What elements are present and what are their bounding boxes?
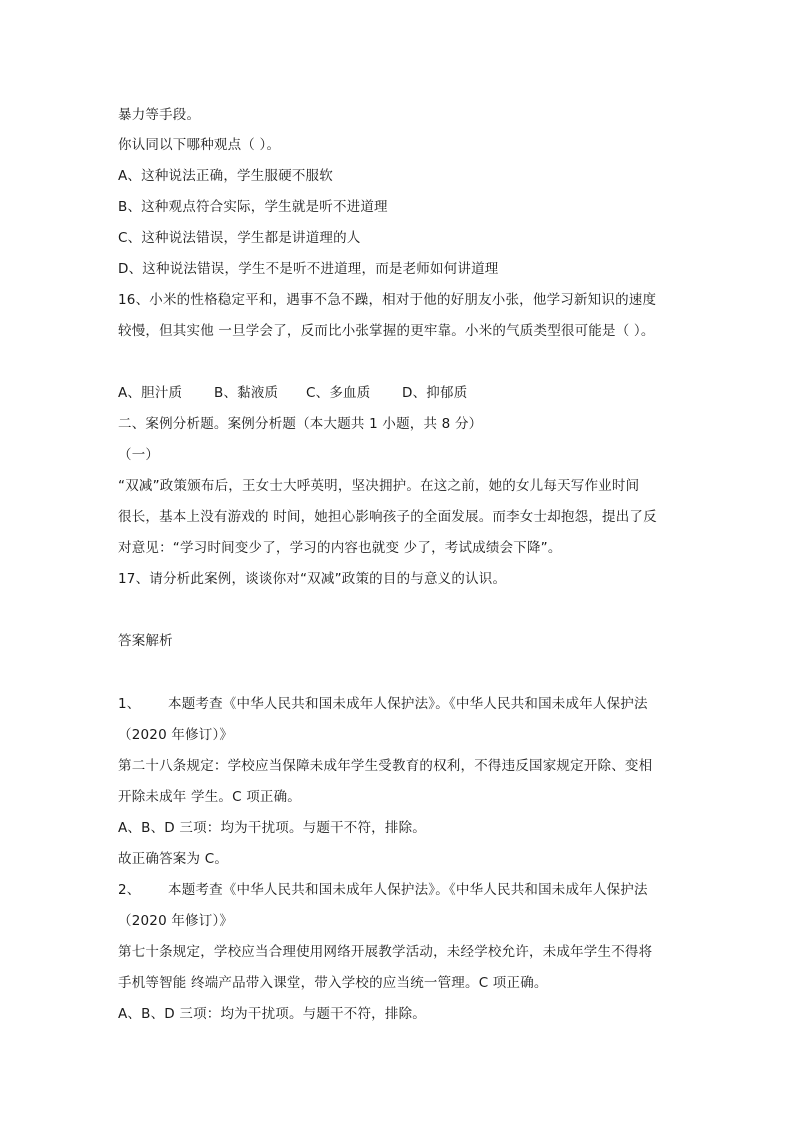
option-b: B、黏液质 bbox=[214, 385, 279, 401]
answer-1-line-4: 开除未成年 学生。C 项正确。 bbox=[118, 789, 302, 805]
option-d: D、这种说法错误，学生不是听不进道理，而是老师如何讲道理 bbox=[118, 261, 499, 277]
answer-2-line-2: （2020 年修订）》 bbox=[118, 913, 234, 929]
section-heading: 二、案例分析题。案例分析题（本大题共 1 小题，共 8 分） bbox=[118, 416, 483, 432]
question-16-line-1: 16、小米的性格稳定平和，遇事不急不躁，相对于他的好朋友小张，他学习新知识的速度 bbox=[118, 292, 657, 308]
answer-1-line-3: 第二十八条规定：学校应当保障未成年学生受教育的权利，不得违反国家规定开除、变相 bbox=[118, 758, 653, 774]
answer-number: 1、 bbox=[118, 696, 141, 712]
case-text-line-2: 很长，基本上没有游戏的 时间，她担心影响孩子的全面发展。而李女士却抱怨，提出了反 bbox=[118, 509, 657, 525]
section-subheading: （一） bbox=[118, 447, 160, 463]
option-a: A、这种说法正确，学生服硬不服软 bbox=[118, 168, 333, 184]
option-b: B、这种观点符合实际，学生就是听不进道理 bbox=[118, 199, 388, 215]
question-16-options bbox=[118, 384, 467, 402]
question-17: 17、请分析此案例，谈谈你对“双减”政策的目的与意义的认识。 bbox=[118, 571, 507, 587]
answer-text: 本题考查《中华人民共和国未成年人保护法》。《中华人民共和国未成年人保护法 bbox=[168, 696, 648, 712]
question-text-line: 暴力等手段。 bbox=[118, 107, 201, 123]
case-text-line-1: “双减”政策颁布后，王女士大呼英明，坚决拥护。在这之前，她的女儿每天写作业时间 bbox=[118, 478, 640, 494]
answer-2-line-5: A、B、D 三项：均为干扰项。与题干不符，排除。 bbox=[118, 1006, 426, 1022]
answer-1-line-6: 故正确答案为 C。 bbox=[118, 851, 229, 867]
option-c: C、这种说法错误，学生都是讲道理的人 bbox=[118, 230, 361, 246]
case-text-line-3: 对意见：“学习时间变少了，学习的内容也就变 少了，考试成绩会下降”。 bbox=[118, 540, 562, 556]
answer-number: 2、 bbox=[118, 882, 141, 898]
question-16-line-2: 较慢，但其实他 一旦学会了，反而比小张掌握的更牢靠。小米的气质类型很可能是（ ）。 bbox=[118, 323, 655, 339]
option-a: A、胆汁质 bbox=[118, 385, 183, 401]
answer-2-line-1 bbox=[118, 881, 648, 899]
option-c: C、多血质 bbox=[306, 385, 371, 401]
answer-2-line-4: 手机等智能 终端产品带入课堂，带入学校的应当统一管理。C 项正确。 bbox=[118, 975, 548, 991]
answers-heading: 答案解析 bbox=[118, 633, 173, 649]
option-d: D、抑郁质 bbox=[402, 385, 468, 401]
answer-1-line-5: A、B、D 三项：均为干扰项。与题干不符，排除。 bbox=[118, 820, 426, 836]
answer-1-line-2: （2020 年修订）》 bbox=[118, 727, 234, 743]
question-prompt: 你认同以下哪种观点（ ）。 bbox=[118, 137, 281, 153]
answer-1-line-1 bbox=[118, 695, 648, 713]
answer-text: 本题考查《中华人民共和国未成年人保护法》。《中华人民共和国未成年人保护法 bbox=[168, 882, 648, 898]
answer-2-line-3: 第七十条规定，学校应当合理使用网络开展教学活动，未经学校允许，未成年学生不得将 bbox=[118, 944, 653, 960]
